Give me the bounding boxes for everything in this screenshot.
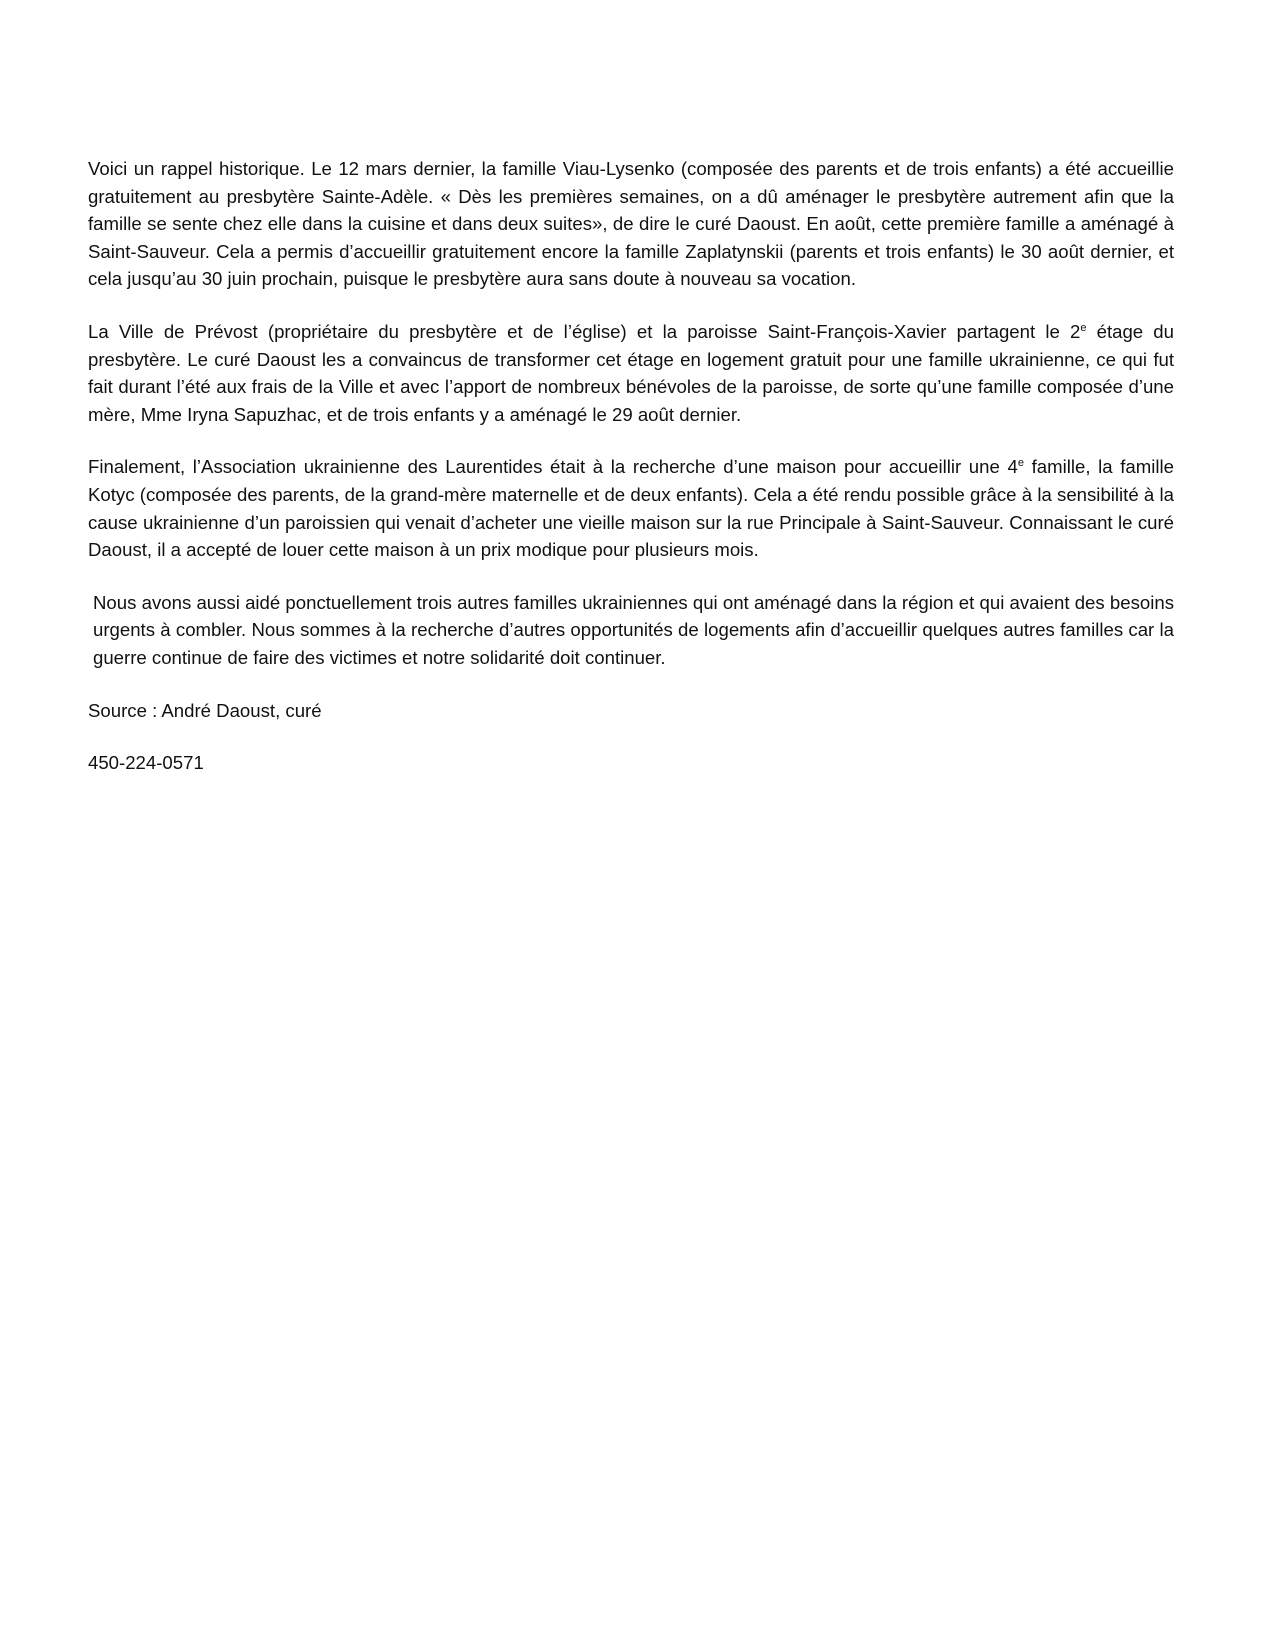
source-line: Source : André Daoust, curé xyxy=(88,699,322,721)
paragraph-prevost xyxy=(88,318,1174,428)
paragraph-association-text-b: famille, la famille Kotyc (composée des parents, de la grand-mère maternelle et de deux enfants). Cela a été rendu possible grâce à la sensibilité à la cause ukrainienne d’un paroissien qui venait d’acheter une vieille maison sur la rue Principale à Saint-Sauveur. Connaissant le curé Daoust, il a accepté de louer cette maison à un prix modique pour plusieurs mois. xyxy=(88,456,1174,561)
ordinal-superscript: e xyxy=(1017,457,1024,470)
ordinal-superscript: e xyxy=(1080,321,1087,334)
paragraph-prevost-text-b: étage du presbytère. Le curé Daoust les a convaincus de transformer cet étage en logement gratuit pour une famille ukrainienne, ce qui fut fait durant l’été aux frais de la Ville et avec l’apport de nombreux bénévoles de la paroisse, de sorte qu’une famille composée d’une mère, Mme Iryna Sapuzhac, et de trois enfants y a aménagé le 29 août dernier. xyxy=(88,320,1174,425)
paragraph-association-text-a: Finalement, l’Association ukrainienne des Laurentides était à la recherche d’une maison pour accueillir une 4 xyxy=(88,456,1018,478)
paragraph-prevost-text-a: La Ville de Prévost (propriétaire du presbytère et de l’église) et la paroisse Saint-François-Xavier partagent le 2 xyxy=(88,320,1081,342)
paragraph-history: Voici un rappel historique. Le 12 mars dernier, la famille Viau-Lysenko (composée des parents et de trois enfants) a été accueillie gratuitement au presbytère Sainte-Adèle. « Dès les premières semaines, on a dû aménager le presbytère autrement afin que la famille se sente chez elle dans la cuisine et dans deux suites», de dire le curé Daoust. En août, cette première famille a aménagé à Saint-Sauveur. Cela a permis d’accueillir gratuitement encore la famille Zaplatynskii (parents et trois enfants) le 30 août dernier, et cela jusqu’au 30 juin prochain, puisque le presbytère aura sans doute à nouveau sa vocation. xyxy=(88,158,1174,290)
document-body xyxy=(88,155,1174,802)
phone-number: 450-224-0571 xyxy=(88,752,204,774)
paragraph-association xyxy=(88,453,1174,563)
paragraph-other-families: Nous avons aussi aidé ponctuellement trois autres familles ukrainiennes qui ont aménagé dans la région et qui avaient des besoins urgents à combler. Nous sommes à la recherche d’autres opportunités de logements afin d’accueillir quelques autres familles car la guerre continue de faire des victimes et notre solidarité doit continuer. xyxy=(93,591,1174,668)
